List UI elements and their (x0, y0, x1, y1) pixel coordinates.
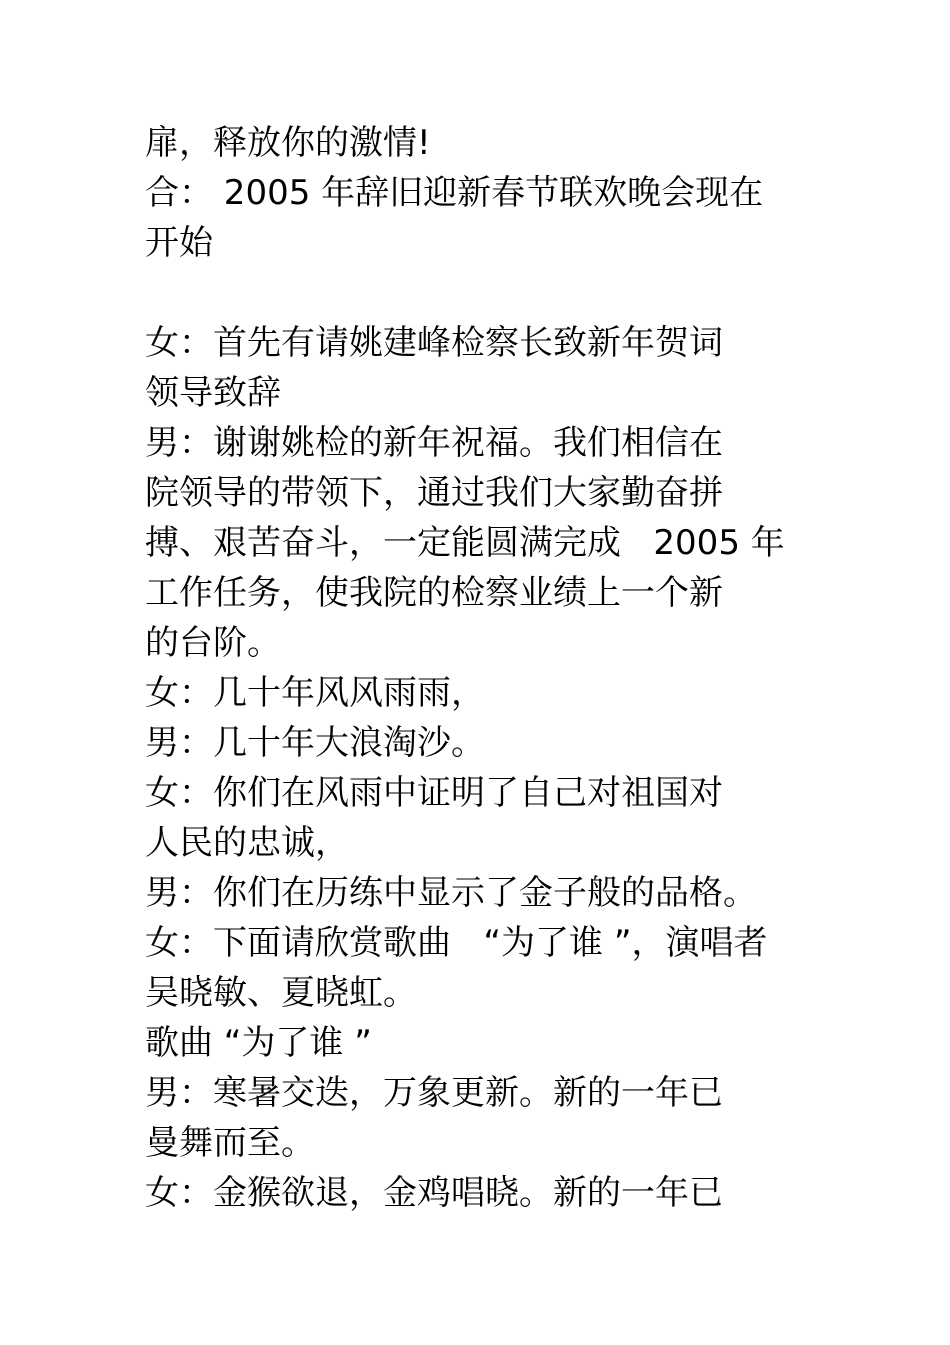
text-line: 女：首先有请姚建峰检察长致新年贺词 (145, 323, 723, 363)
text-line: 女：几十年风风雨雨， (145, 673, 485, 713)
document-body (145, 118, 825, 1218)
text-line: 的台阶。 (145, 623, 281, 663)
text-line: 工作任务，使我院的检察业绩上一个新 (145, 573, 723, 613)
text-line: 搏、艰苦奋斗，一定能圆满完成 2005 年 (145, 523, 785, 563)
text-line: 女：金猴欲退，金鸡唱晓。新的一年已 (145, 1173, 723, 1213)
text-line: 吴晓敏、夏晓虹。 (145, 973, 417, 1013)
text-line: 开始 (145, 223, 213, 263)
text-line: 扉，释放你的激情! (145, 123, 431, 163)
text-line: 女：你们在风雨中证明了自己对祖国对 (145, 773, 723, 813)
text-line: 男：谢谢姚检的新年祝福。我们相信在 (145, 423, 723, 463)
text-line: 曼舞而至。 (145, 1123, 315, 1163)
text-line: 男：你们在历练中显示了金子般的品格。 (145, 873, 757, 913)
text-line: 领导致辞 (145, 373, 281, 413)
text-line: 男：几十年大浪淘沙。 (145, 723, 485, 763)
text-line: 合： 2005 年辞旧迎新春节联欢晚会现在 (145, 173, 764, 213)
text-line: 女：下面请欣赏歌曲 “为了谁 ”，演唱者 (145, 923, 768, 963)
text-line: 院领导的带领下，通过我们大家勤奋拼 (145, 473, 723, 513)
text-line: 男：寒暑交迭，万象更新。新的一年已 (145, 1073, 723, 1113)
blank-line (145, 268, 825, 318)
text-line: 歌曲 “为了谁 ” (145, 1023, 372, 1063)
text-line: 人民的忠诚， (145, 823, 349, 863)
